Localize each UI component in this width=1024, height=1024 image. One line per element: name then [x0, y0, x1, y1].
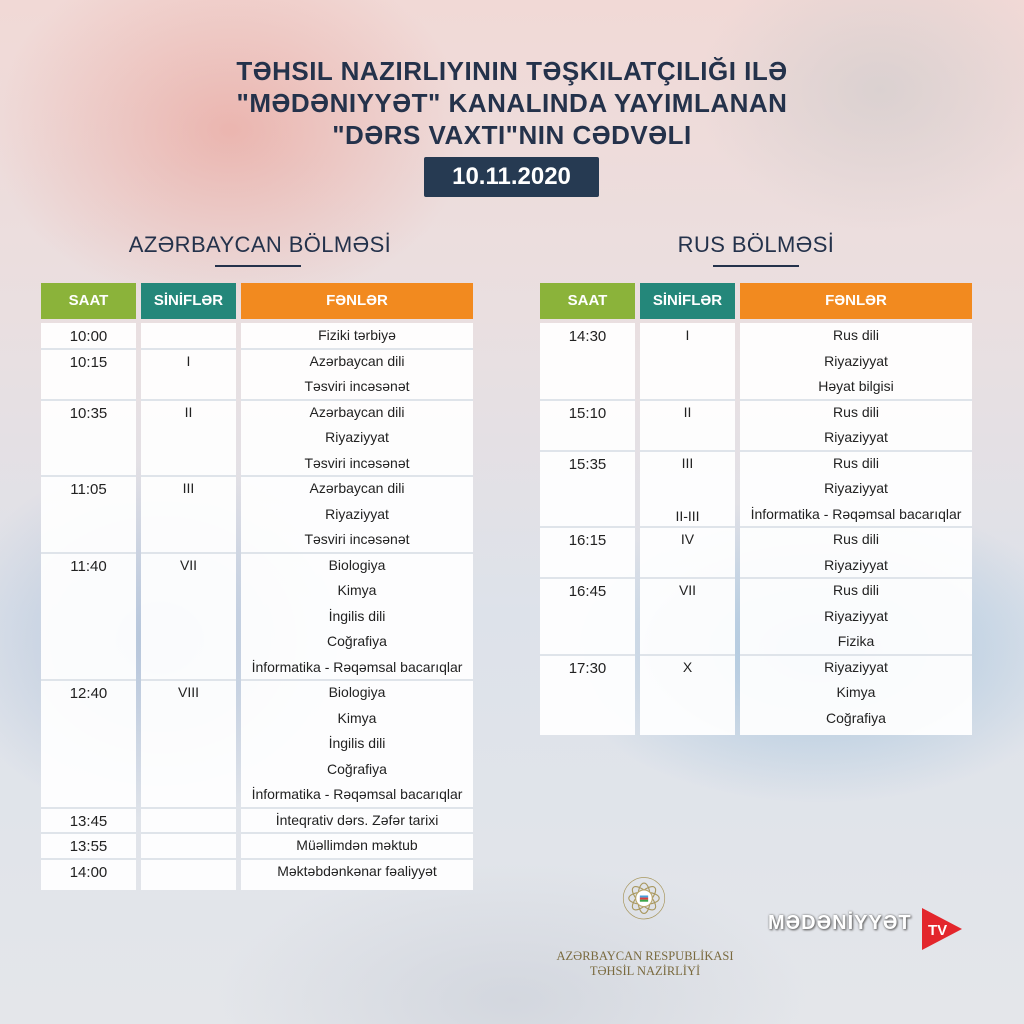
row-class: VIII: [177, 684, 199, 700]
row-subject: Müəllimdən məktub: [296, 837, 418, 853]
ru-header-saat: SAAT: [540, 283, 635, 319]
az-header-fenler: FƏNLƏR: [241, 283, 473, 319]
row-subject: Fizika: [837, 633, 875, 649]
row-class: II: [184, 403, 193, 420]
row-class: I: [685, 327, 690, 343]
row-subject: Riyaziyyat: [824, 429, 888, 445]
row-separator: [141, 858, 236, 860]
tv-play-icon: [918, 906, 964, 952]
title-line-1: TƏHSIL NAZIRLIYININ TƏŞKILATÇILIĞI ILƏ: [236, 56, 788, 86]
ru-header-fenler: FƏNLƏR: [740, 283, 972, 319]
row-subject: Təsviri incəsənət: [304, 531, 410, 547]
row-separator: [141, 832, 236, 834]
row-subject: Həyat bilgisi: [818, 378, 894, 394]
row-subject: Riyaziyyat: [824, 352, 888, 369]
ru-schedule-table: [540, 283, 972, 735]
medeniyyet-tv-logo: [768, 906, 968, 956]
row-time: 17:30: [568, 659, 607, 677]
row-subject: Riyaziyyat: [824, 480, 888, 496]
row-class: X: [682, 658, 693, 675]
date-badge: 10.11.2020: [424, 157, 599, 197]
az-header-sinifler: SİNİFLƏR: [141, 283, 236, 319]
row-subject: Riyaziyyat: [824, 556, 888, 573]
row-subject: Biologiya: [328, 684, 386, 700]
row-separator: [141, 807, 236, 809]
ministry-name-line1: AZƏRBAYCAN RESPUBLİKASI: [556, 949, 734, 963]
row-time: 11:40: [70, 557, 107, 575]
row-time: 15:35: [568, 455, 607, 473]
row-class: IV: [680, 531, 695, 547]
row-subject: İnteqrativ dərs. Zəfər tarixi: [275, 811, 439, 828]
title-line-2: "MƏDƏNIYYƏT" KANALINDA YAYIMLANAN: [236, 88, 788, 118]
row-subject: Riyaziyyat: [824, 658, 888, 675]
row-time: 16:15: [568, 532, 607, 549]
row-subject: İnformatika - Rəqəmsal bacarıqlar: [750, 505, 962, 522]
row-subject: İnformatika - Rəqəmsal bacarıqlar: [251, 658, 463, 675]
ru-header-sinifler: SİNİFLƏR: [640, 283, 735, 319]
row-subject: Təsviri incəsənət: [304, 454, 410, 471]
row-class-secondary: II-III: [675, 507, 700, 524]
row-class: VII: [179, 556, 198, 573]
row-subject: Kimya: [836, 684, 876, 700]
ministry-emblem-icon: [556, 872, 732, 948]
row-subject: Rus dili: [833, 403, 879, 420]
row-subject: Kimya: [337, 582, 377, 598]
ru-section-title: RUS BÖLMƏSİ: [677, 232, 835, 257]
ministry-name-line2: TƏHSİL NAZİRLİYİ: [589, 964, 701, 978]
row-subject: Azərbaycan dili: [309, 403, 405, 420]
row-time: 10:35: [69, 404, 108, 422]
az-header-saat: SAAT: [41, 283, 136, 319]
row-class: III: [182, 480, 195, 496]
az-section-title: AZƏRBAYCAN BÖLMƏSİ: [128, 232, 392, 257]
row-subject: Riyaziyyat: [824, 607, 888, 624]
row-time: 13:55: [69, 838, 108, 855]
row-class: II: [683, 403, 692, 420]
row-subject: İnformatika - Rəqəmsal bacarıqlar: [251, 786, 463, 802]
ru-section-underline: [713, 265, 799, 267]
row-time: 14:30: [568, 328, 607, 345]
row-subject: Rus dili: [833, 531, 879, 547]
row-subject: İngilis dili: [328, 735, 386, 751]
row-subject: Riyaziyyat: [325, 505, 389, 522]
row-subject: Kimya: [337, 709, 377, 726]
row-subject: İngilis dili: [328, 607, 386, 624]
row-time: 11:05: [70, 481, 107, 498]
row-subject: Rus dili: [833, 327, 879, 343]
row-subject: Coğrafiya: [826, 709, 886, 726]
row-subject: Biologiya: [328, 556, 386, 573]
row-subject: Coğrafiya: [327, 633, 387, 649]
row-class: I: [186, 352, 191, 369]
az-schedule-table: [41, 283, 473, 890]
row-subject: Rus dili: [833, 454, 879, 471]
row-time: 14:00: [69, 863, 108, 881]
row-subject: Məktəbdənkənar fəaliyyət: [277, 862, 437, 879]
row-class: VII: [678, 582, 697, 598]
row-subject: Riyaziyyat: [325, 429, 389, 445]
row-class: III: [681, 454, 694, 471]
row-subject: Azərbaycan dili: [309, 352, 405, 369]
row-subject: Təsviri incəsənət: [304, 378, 410, 394]
row-time: 10:15: [69, 353, 108, 371]
row-time: 12:40: [69, 685, 108, 702]
title-line-3: "DƏRS VAXTI"NIN CƏDVƏLI: [332, 120, 692, 150]
row-subject: Fiziki tərbiyə: [318, 327, 396, 343]
row-time: 10:00: [69, 328, 108, 345]
row-time: 13:45: [69, 812, 108, 830]
tv-logo-text: MƏDƏNİYYƏT: [768, 912, 912, 934]
az-section-underline: [215, 265, 301, 267]
row-subject: Rus dili: [833, 582, 879, 598]
row-subject: Azərbaycan dili: [309, 480, 405, 496]
row-time: 16:45: [568, 583, 607, 600]
row-subject: Coğrafiya: [327, 760, 387, 777]
svg-text:TV: TV: [928, 922, 948, 939]
row-time: 15:10: [568, 404, 607, 422]
